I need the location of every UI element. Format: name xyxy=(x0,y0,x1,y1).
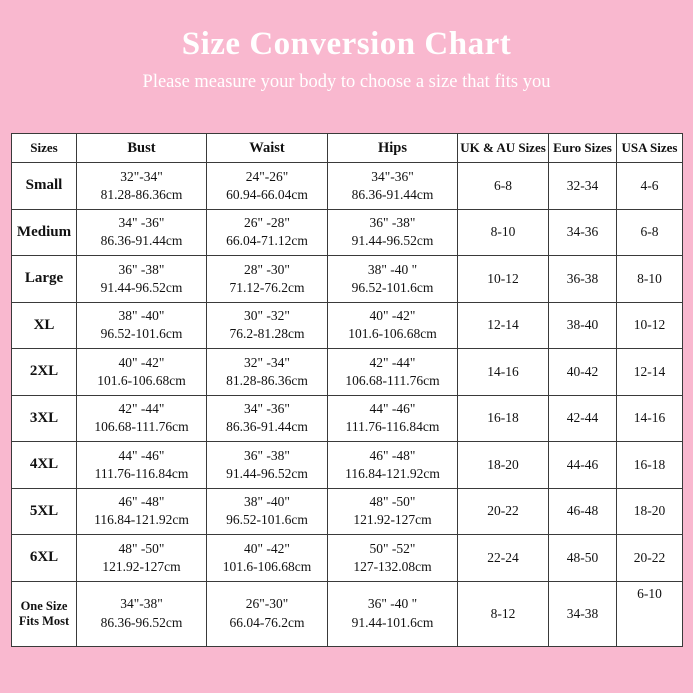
row-uk-au: 10-12 xyxy=(458,256,549,303)
row-waist xyxy=(207,535,328,582)
row-euro: 42-44 xyxy=(549,395,617,442)
row-euro: 48-50 xyxy=(549,535,617,582)
row-waist xyxy=(207,581,328,646)
table-row xyxy=(12,395,683,442)
row-bust xyxy=(77,442,207,489)
table-row xyxy=(12,256,683,303)
waist-cm: 101.6-106.68cm xyxy=(222,558,312,574)
waist-inches: 30" -32" xyxy=(244,308,290,324)
hips-inches: 50" -52" xyxy=(369,540,416,556)
bust-cm: 121.92-127cm xyxy=(102,558,181,574)
row-bust xyxy=(77,488,207,535)
bust-inches: 46" -48" xyxy=(118,494,165,510)
bust-inches: 44" -46" xyxy=(118,447,165,463)
bust-cm: 111.76-116.84cm xyxy=(94,465,189,481)
row-uk-au: 12-14 xyxy=(458,302,549,349)
row-usa: 6-10 xyxy=(617,581,683,646)
hips-inches: 40" -42" xyxy=(369,308,416,324)
waist-cm: 96.52-101.6cm xyxy=(226,512,308,528)
row-size-label: 5XL xyxy=(12,488,77,535)
bust-inches: 34" -36" xyxy=(118,215,165,231)
row-waist xyxy=(207,302,328,349)
row-size-label: Large xyxy=(12,256,77,303)
bust-cm: 96.52-101.6cm xyxy=(100,326,183,342)
bust-inches: 38" -40" xyxy=(118,308,165,324)
table-row xyxy=(12,442,683,489)
table-row xyxy=(12,535,683,582)
waist-cm: 71.12-76.2cm xyxy=(229,279,305,295)
hips-cm: 106.68-111.76cm xyxy=(345,372,440,388)
bust-cm: 106.68-111.76cm xyxy=(94,419,189,435)
row-hips xyxy=(328,395,458,442)
row-hips xyxy=(328,488,458,535)
hips-cm: 86.36-91.44cm xyxy=(351,186,434,202)
table-row xyxy=(12,488,683,535)
bust-cm: 91.44-96.52cm xyxy=(100,279,183,295)
hips-cm: 91.44-96.52cm xyxy=(351,233,434,249)
row-size-label: 3XL xyxy=(12,395,77,442)
row-waist xyxy=(207,163,328,210)
table-row xyxy=(12,209,683,256)
row-euro: 44-46 xyxy=(549,442,617,489)
row-bust xyxy=(77,302,207,349)
row-waist xyxy=(207,395,328,442)
hips-inches: 34"-36" xyxy=(371,168,414,184)
row-size-label: 6XL xyxy=(12,535,77,582)
table-row xyxy=(12,581,683,646)
row-bust xyxy=(77,209,207,256)
bust-inches: 42" -44" xyxy=(118,401,165,417)
waist-inches: 28" -30" xyxy=(244,261,290,277)
row-uk-au: 8-12 xyxy=(458,581,549,646)
row-size-label: 2XL xyxy=(12,349,77,396)
waist-inches: 36" -38" xyxy=(244,447,290,463)
row-size-label: Medium xyxy=(12,209,77,256)
hips-cm: 91.44-101.6cm xyxy=(351,614,434,630)
bust-inches: 40" -42" xyxy=(118,354,165,370)
hips-inches: 36" -40 " xyxy=(367,596,418,612)
column-header-uk-au-sizes: UK & AU Sizes xyxy=(458,134,549,163)
row-euro: 34-36 xyxy=(549,209,617,256)
row-uk-au: 18-20 xyxy=(458,442,549,489)
bust-inches: 48" -50" xyxy=(118,540,165,556)
table-row xyxy=(12,163,683,210)
page-title: Size Conversion Chart xyxy=(181,26,512,62)
column-header-euro-sizes: Euro Sizes xyxy=(549,134,617,163)
hips-cm: 121.92-127cm xyxy=(353,512,432,528)
row-usa: 18-20 xyxy=(617,488,683,535)
row-hips xyxy=(328,302,458,349)
hips-cm: 101.6-106.68cm xyxy=(348,326,437,342)
row-bust xyxy=(77,256,207,303)
bust-cm: 116.84-121.92cm xyxy=(94,512,189,528)
row-size-label: One Size Fits Most xyxy=(12,581,77,646)
waist-inches: 34" -36" xyxy=(244,401,290,417)
size-table-wrap xyxy=(11,133,682,647)
row-bust xyxy=(77,535,207,582)
size-conversion-table xyxy=(11,133,683,647)
row-uk-au: 22-24 xyxy=(458,535,549,582)
bust-cm: 81.28-86.36cm xyxy=(100,186,183,202)
waist-cm: 91.44-96.52cm xyxy=(226,465,308,481)
bust-cm: 86.36-96.52cm xyxy=(100,614,183,630)
row-hips xyxy=(328,163,458,210)
row-size-label: XL xyxy=(12,302,77,349)
waist-inches: 24"-26" xyxy=(245,168,289,184)
row-usa: 8-10 xyxy=(617,256,683,303)
row-bust xyxy=(77,395,207,442)
table-row xyxy=(12,302,683,349)
row-euro: 34-38 xyxy=(549,581,617,646)
row-bust xyxy=(77,349,207,396)
waist-cm: 60.94-66.04cm xyxy=(226,186,308,202)
row-uk-au: 20-22 xyxy=(458,488,549,535)
column-header-usa-sizes: USA Sizes xyxy=(617,134,683,163)
hips-inches: 44" -46" xyxy=(369,401,416,417)
bust-inches: 36" -38" xyxy=(118,261,165,277)
bust-inches: 34"-38" xyxy=(120,596,163,612)
column-header-hips: Hips xyxy=(328,134,458,163)
row-uk-au: 16-18 xyxy=(458,395,549,442)
row-waist xyxy=(207,209,328,256)
row-hips xyxy=(328,349,458,396)
row-usa: 10-12 xyxy=(617,302,683,349)
waist-inches: 40" -42" xyxy=(244,540,290,556)
row-usa: 16-18 xyxy=(617,442,683,489)
row-size-label: 4XL xyxy=(12,442,77,489)
row-bust xyxy=(77,163,207,210)
bust-inches: 32"-34" xyxy=(120,168,163,184)
bust-cm: 86.36-91.44cm xyxy=(100,233,183,249)
row-usa: 6-8 xyxy=(617,209,683,256)
row-usa: 4-6 xyxy=(617,163,683,210)
waist-inches: 26"-30" xyxy=(245,596,289,612)
row-waist xyxy=(207,349,328,396)
waist-cm: 66.04-76.2cm xyxy=(229,614,305,630)
hips-inches: 46" -48" xyxy=(369,447,416,463)
hips-inches: 36" -38" xyxy=(369,215,416,231)
row-euro: 38-40 xyxy=(549,302,617,349)
hips-cm: 96.52-101.6cm xyxy=(351,279,434,295)
row-hips xyxy=(328,256,458,303)
row-euro: 32-34 xyxy=(549,163,617,210)
row-euro: 40-42 xyxy=(549,349,617,396)
column-header-bust: Bust xyxy=(77,134,207,163)
waist-cm: 76.2-81.28cm xyxy=(229,326,305,342)
row-uk-au: 14-16 xyxy=(458,349,549,396)
page-subtitle: Please measure your body to choose a size that fits you xyxy=(142,72,551,93)
hips-cm: 116.84-121.92cm xyxy=(345,465,440,481)
waist-cm: 86.36-91.44cm xyxy=(226,419,308,435)
hips-cm: 127-132.08cm xyxy=(353,558,432,574)
table-header-row xyxy=(12,134,683,163)
waist-inches: 26" -28" xyxy=(244,215,290,231)
row-usa: 14-16 xyxy=(617,395,683,442)
row-euro: 46-48 xyxy=(549,488,617,535)
hips-inches: 42" -44" xyxy=(369,354,416,370)
row-bust xyxy=(77,581,207,646)
chart-header xyxy=(0,0,693,93)
row-usa: 20-22 xyxy=(617,535,683,582)
row-hips xyxy=(328,581,458,646)
row-hips xyxy=(328,209,458,256)
row-uk-au: 8-10 xyxy=(458,209,549,256)
column-header-waist: Waist xyxy=(207,134,328,163)
row-size-label: Small xyxy=(12,163,77,210)
row-usa: 12-14 xyxy=(617,349,683,396)
row-hips xyxy=(328,535,458,582)
hips-inches: 48" -50" xyxy=(369,494,416,510)
table-row xyxy=(12,349,683,396)
waist-cm: 81.28-86.36cm xyxy=(226,372,308,388)
row-waist xyxy=(207,442,328,489)
waist-cm: 66.04-71.12cm xyxy=(226,233,308,249)
column-header-sizes: Sizes xyxy=(12,134,77,163)
waist-inches: 32" -34" xyxy=(244,354,290,370)
waist-inches: 38" -40" xyxy=(244,494,290,510)
hips-cm: 111.76-116.84cm xyxy=(345,419,440,435)
row-waist xyxy=(207,488,328,535)
row-hips xyxy=(328,442,458,489)
row-uk-au: 6-8 xyxy=(458,163,549,210)
row-waist xyxy=(207,256,328,303)
bust-cm: 101.6-106.68cm xyxy=(97,372,186,388)
row-euro: 36-38 xyxy=(549,256,617,303)
hips-inches: 38" -40 " xyxy=(367,261,418,277)
